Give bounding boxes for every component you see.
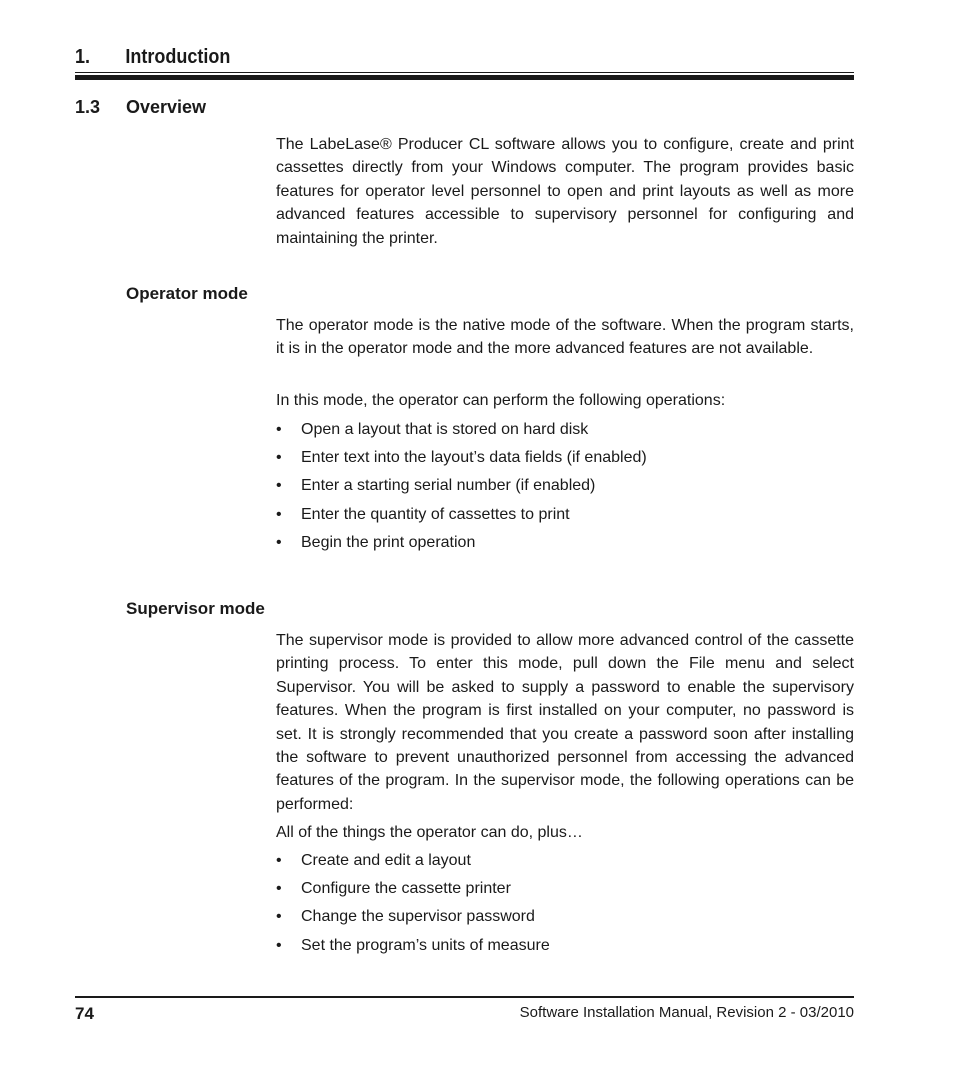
list-item: [276, 934, 854, 962]
section-number: 1.3: [75, 97, 101, 117]
list-item-text: Create and edit a layout: [301, 852, 471, 869]
list-item: [276, 446, 854, 474]
bullet-icon: •: [276, 852, 282, 869]
bullet-icon: •: [276, 880, 282, 898]
chapter-heading: [75, 44, 776, 72]
list-item-text: Enter text into the layout’s data fields (if enabled): [301, 449, 647, 467]
supervisor-mode-heading: Supervisor mode: [126, 599, 265, 618]
list-item-text: Begin the print operation: [301, 533, 476, 551]
operator-mode-heading: Operator mode: [126, 284, 248, 303]
bullet-icon: •: [276, 449, 282, 467]
overview-paragraph: The LabeLase® Producer CL software allows you to configure, create and print cassettes directly from your Windows computer. The program provides basic features for operator level personnel to open and print layouts as well as more advanced features accessible to supervisory personnel for configuring and maintaining the printer.: [276, 136, 854, 247]
list-item: [276, 503, 854, 531]
bullet-icon: •: [276, 533, 282, 551]
list-item-text: Enter a starting serial number (if enabled): [301, 477, 596, 495]
bullet-icon: •: [276, 908, 282, 926]
page-number: 74: [75, 1004, 94, 1023]
chapter-title: Introduction: [125, 46, 231, 68]
operator-mode-paragraph: The operator mode is the native mode of the software. When the program starts, it is in the operator mode and the more advanced features are not available.: [276, 317, 854, 358]
footer-document-title: Software Installation Manual, Revision 2 - 03/2010: [519, 1004, 854, 1021]
operator-operations-list: [276, 418, 854, 559]
bullet-icon: •: [276, 936, 282, 954]
list-item: [276, 474, 854, 502]
header-rule-thick: [75, 75, 854, 80]
list-item-text: Change the supervisor password: [301, 908, 535, 926]
section-title: Overview: [126, 97, 207, 117]
list-item-text: Enter the quantity of cassettes to print: [301, 505, 570, 523]
list-item-text: Configure the cassette printer: [301, 880, 511, 898]
footer-rule: [75, 996, 854, 998]
list-item: [276, 418, 854, 446]
supervisor-operations-list: [276, 849, 854, 962]
list-item: [276, 531, 854, 559]
operator-mode-intro: In this mode, the operator can perform the following operations:: [276, 392, 726, 409]
bullet-icon: •: [276, 477, 282, 495]
list-item: [276, 905, 854, 933]
list-item-text: Open a layout that is stored on hard disk: [301, 421, 589, 438]
list-item: [276, 849, 854, 877]
list-item: [276, 877, 854, 905]
bullet-icon: •: [276, 505, 282, 523]
supervisor-mode-intro: All of the things the operator can do, plus…: [276, 824, 583, 841]
header-rule-thin: [75, 72, 854, 73]
chapter-number: 1.: [75, 46, 91, 68]
bullet-icon: •: [276, 421, 282, 438]
supervisor-mode-paragraph: The supervisor mode is provided to allow more advanced control of the cassette printing process. To enter this mode, pull down the File menu and select Supervisor. You will be asked to supply a password to enable the supervisory features. When the program is first installed on your computer, no password is set. It is strongly recommended that you create a password soon after installing the software to prevent unauthorized personnel from accessing the advanced features of the program. In the supervisor mode, the following operations can be performed:: [276, 632, 854, 813]
list-item-text: Set the program’s units of measure: [301, 936, 550, 954]
